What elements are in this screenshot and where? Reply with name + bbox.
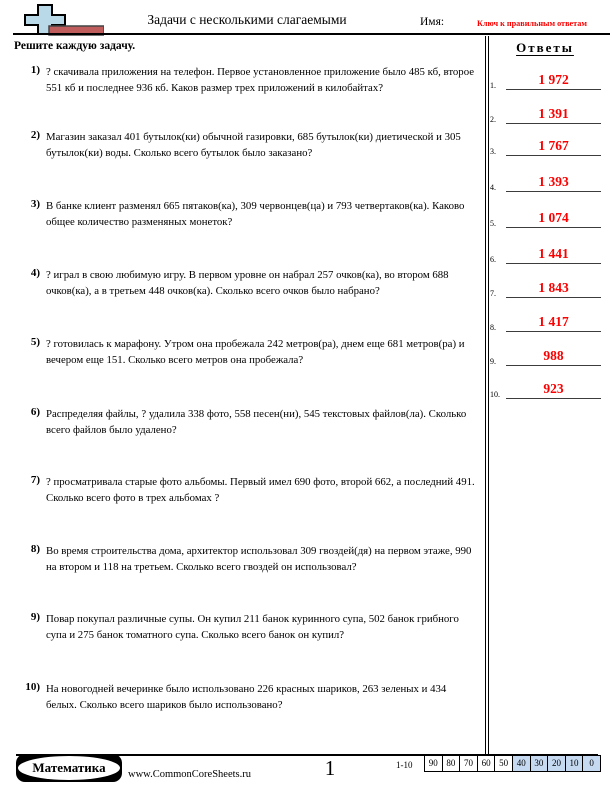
problem-4 [0,267,480,299]
answer-value: 1 843 [538,279,569,295]
problem-number: 6) [30,406,40,418]
score-cell-0: 0 [582,755,601,772]
answer-value: 1 441 [538,245,569,261]
problem-text: Магазин заказал 401 бутылок(ки) обычной газировки, 685 бутылок(ки) диетической и 305 бутылок(ки) воды. Сколько всего бутылок было заказано? [46,131,461,159]
problem-number: 3) [30,198,40,210]
score-cell-60: 60 [477,755,496,772]
problem-8 [0,543,480,575]
answer-blank[interactable] [506,69,601,90]
problem-10 [0,681,480,713]
answer-blank[interactable] [506,171,601,192]
answer-8 [489,311,601,332]
answer-blank[interactable] [506,345,601,366]
score-cell-20: 20 [547,755,566,772]
page-title: Задачи с несколькими слагаемыми [147,12,347,27]
problem-text: ? играл в свою любимую игру. В первом уровне он набрал 257 очков(ка), во втором 688 очков(ка), а в третьем 448 очков(ка). Сколько всего очков было набрано? [46,269,449,297]
addition-plus-icon [12,2,104,36]
problem-9 [0,611,480,643]
score-cell-90: 90 [424,755,443,772]
problem-text: Во время строительства дома, архитектор использовал 309 гвоздей(дя) на первом этаже, 990 на втором и 118 на третьем. Сколько всего гвоздей он использовал? [46,545,472,573]
problem-text: ? скачивала приложения на телефон. Первое установленное приложение было 485 кб, второе 551 кб и последнее 936 кб. Каков размер трех приложений в килобайтах? [46,66,475,94]
answer-1 [489,69,601,90]
score-table [424,755,601,772]
answer-number: 6. [490,255,496,264]
answer-value: 1 417 [538,313,569,329]
problem-number: 5) [30,336,40,348]
answer-value: 923 [543,380,564,396]
answer-value: 1 972 [538,71,569,87]
answer-7 [489,277,601,298]
website-url: www.CommonCoreSheets.ru [128,769,251,780]
score-cell-10: 10 [565,755,584,772]
problem-number: 2) [30,129,40,141]
header-rule [13,33,610,35]
problem-text: На новогодней вечеринке было использовано 226 красных шариков, 263 зеленых и 434 белых. Сколько всего шариков было использовано? [46,683,447,711]
brand-label: Математика [32,760,106,775]
answer-value: 1 767 [538,137,569,153]
name-label: Имя: [420,16,445,28]
problem-number: 4) [30,267,40,279]
answer-number: 10. [490,390,500,399]
answers-title: Ответы [516,40,574,55]
answer-blank[interactable] [506,207,601,228]
score-cell-50: 50 [494,755,513,772]
answer-6 [489,243,601,264]
answer-value: 988 [543,347,564,363]
answer-number: 1. [490,81,496,90]
answer-4 [489,171,601,192]
answer-value: 1 391 [538,105,569,121]
problem-text: ? готовилась к марафону. Утром она пробежала 242 метров(ра), днем еще 681 метров(ра) и вечером еще 151. Сколько всего метров она пробежала? [46,338,465,366]
problem-number: 7) [30,474,40,486]
answer-10 [489,378,601,399]
answer-number: 4. [490,183,496,192]
answer-value: 1 393 [538,173,569,189]
answer-5 [489,207,601,228]
answer-blank[interactable] [506,277,601,298]
problem-2 [0,129,480,161]
problem-3 [0,198,480,230]
problem-1 [0,64,480,96]
score-cell-80: 80 [442,755,461,772]
answer-blank[interactable] [506,103,601,124]
instructions: Решите каждую задачу. [14,40,136,52]
answer-number: 7. [490,289,496,298]
score-range-label: 1-10 [396,760,413,770]
answer-blank[interactable] [506,243,601,264]
answer-number: 5. [490,219,496,228]
answer-blank[interactable] [506,135,601,156]
problem-number: 8) [30,543,40,555]
answer-value: 1 074 [538,209,569,225]
problem-number: 1) [30,64,40,76]
answer-3 [489,135,601,156]
problem-7 [0,474,480,506]
answer-blank[interactable] [506,378,601,399]
problem-number: 9) [30,611,40,623]
problem-5 [0,336,480,368]
problem-6 [0,406,480,438]
problem-number: 10) [25,681,40,693]
answer-9 [489,345,601,366]
answer-number: 8. [490,323,496,332]
problem-text: В банке клиент разменял 665 пятаков(ка), 309 червонцев(ца) и 793 четвертаков(ка). Каково общее количество разменяных монеток? [46,200,465,228]
score-cell-40: 40 [512,755,531,772]
brand-badge [16,754,122,782]
problem-text: Повар покупал различные супы. Он купил 211 банок куринного супа, 502 банок грибного супа и 275 банок томатного супа. Сколько всего банок он купил? [46,613,459,641]
answer-blank[interactable] [506,311,601,332]
answer-key-label: Ключ к правильным ответам [477,19,587,28]
page-number: 1 [324,756,336,780]
answer-number: 9. [490,357,496,366]
answer-number: 2. [490,115,496,124]
problem-text: ? просматривала старые фото альбомы. Первый имел 690 фото, второй 662, а последний 491. Сколько всего фото в трех альбомах ? [46,476,475,504]
answer-2 [489,103,601,124]
problem-text: Распределяя файлы, ? удалила 338 фото, 558 песен(ни), 545 текстовых файлов(ла). Сколько всего файлов было удалено? [46,408,467,436]
answer-number: 3. [490,147,496,156]
score-cell-30: 30 [530,755,549,772]
score-cell-70: 70 [459,755,478,772]
brand-oval [18,756,120,780]
